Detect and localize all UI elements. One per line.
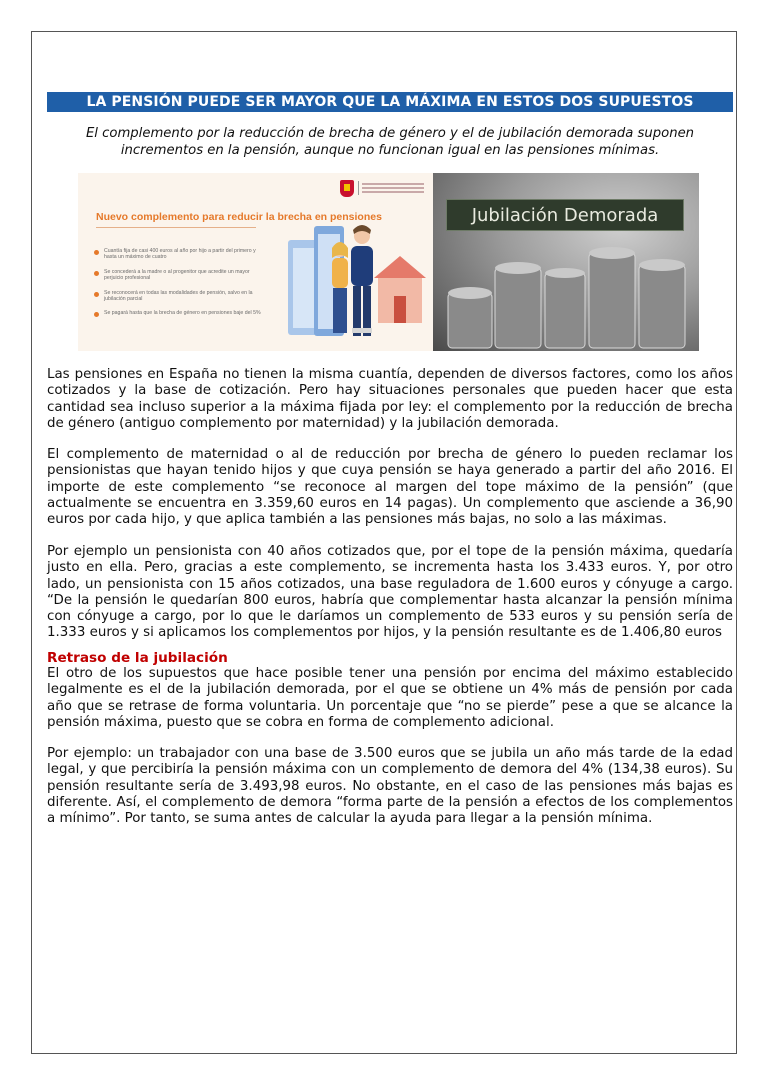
- body-paragraph-3: Por ejemplo un pensionista con 40 años cotizados que, por el tope de la pensión máxima, quedaría justo en ella. Pero, gracias a este complemento, se incrementa hasta los 3.433 euros. Y, por otro lado, un pensionista con 15 años cotizados, una base reguladora de 1.600 euros y cónyuge a cargo. “De la pensión le quedarían 800 euros, habría que complementar hasta alcanzar la pensión mínima con cónyuge a cargo, por lo que le daríamos un complemento de 533 euros y su pensión sería de 1.333 euros y si aplicamos los complementos por hijos, y la pensión resultante es de 1.406,80 euros: [47, 544, 733, 641]
- coat-of-arms-icon: [340, 180, 354, 197]
- infographic-bullet: Se concederá a la madre o al progenitor que acredite un mayor perjuicio profesional: [94, 269, 266, 282]
- bullet-dot-icon: [94, 312, 99, 317]
- bullet-dot-icon: [94, 250, 99, 255]
- infographic-bullet: Se pagará hasta que la brecha de género en pensiones baje del 5%: [94, 310, 266, 317]
- bullet-dot-icon: [94, 271, 99, 276]
- page-title-text: LA PENSIÓN PUEDE SER MAYOR QUE LA MÁXIMA EN ESTOS DOS SUPUESTOS: [86, 94, 694, 110]
- section-paragraph-2: Por ejemplo: un trabajador con una base de 3.500 euros que se jubila un año más tarde de la edad legal, y que percibiría la pensión máxima con un complemento de demora del 4% (134,38 euros). Su pensión resultante sería de 3.493,98 euros. No obstante, en el caso de las pensiones más bajas es diferente. Así, el complemento de demora “forma parte de la pensión a efectos de los complementos a mínimo”. Por tanto, se suma antes de calcular la ayuda para llegar a la pensión mínima.: [47, 746, 733, 827]
- page-title: [47, 92, 733, 112]
- infographic-heading: Nuevo complemento para reducir la brecha en pensiones: [96, 211, 382, 223]
- couple-illustration: [278, 218, 428, 351]
- delayed-retirement-label: Jubilación Demorada: [446, 199, 684, 231]
- government-logo: [340, 178, 428, 198]
- body-paragraph-2: El complemento de maternidad o al de reducción por brecha de género lo pueden reclamar los pensionistas que hayan tenido hijos y que cuya pensión se haya generado a partir del año 2016. El importe de este complemento “se reconoce al margen del tope máximo de la pensión” (que actualmente se encuentra en 3.359,60 euros en 14 pagas). Un complemento que asciende a 36,90 euros por cada hijo, y que aplica también a las pensiones más bajas, no solo a las máximas.: [47, 447, 733, 528]
- infographic-bullets: [94, 248, 266, 325]
- section-paragraph-1: El otro de los supuestos que hace posible tener una pensión por encima del máximo establecido legalmente es el de la jubilación demorada, por el que se obtiene un 4% más de pensión por cada año que se retrase de forma voluntaria. Un porcentaje que “no se pierde” pese a que se alcance la pensión máxima, puesto que se cobra en forma de complemento adicional.: [47, 666, 733, 730]
- ministry-name-lines: [358, 181, 424, 195]
- subtitle: El complemento por la reducción de brecha de género y el de jubilación demorada suponen incrementos en la pensión, aunque no funcionan igual en las pensiones mínimas.: [85, 126, 695, 158]
- infographic-bullet: Cuantía fija de casi 400 euros al año por hijo a partir del primero y hasta un máximo de cuatro: [94, 248, 266, 261]
- bullet-dot-icon: [94, 292, 99, 297]
- coin-stacks-illustration: [433, 173, 699, 351]
- body-paragraph-1: Las pensiones en España no tienen la misma cuantía, dependen de diversos factores, como los años cotizados y la base de cotización. Pero hay situaciones personales que pueden hacer que esta cantidad sea incluso superior a la máxima fijada por ley: el complemento por la reducción de brecha de género (antiguo complemento por maternidad) y la jubilación demorada.: [47, 367, 733, 431]
- infographic-bullet: Se reconocerá en todas las modalidades de pensión, salvo en la jubilación parcial: [94, 290, 266, 303]
- coins-photo: [433, 173, 699, 351]
- section-heading: Retraso de la jubilación: [47, 650, 228, 666]
- gender-gap-infographic: [78, 173, 433, 351]
- heading-divider: [96, 227, 256, 228]
